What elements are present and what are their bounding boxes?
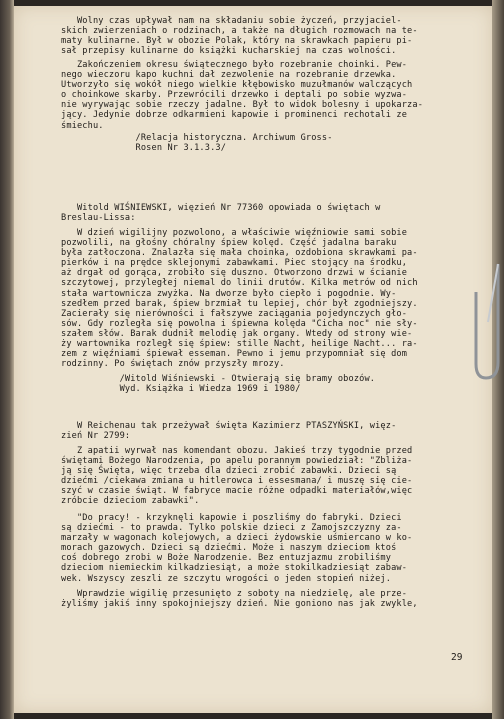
citation-1: /Relacja historyczna. Archiwum Gross- Rosen Nr 3.1.3.3/ bbox=[135, 133, 333, 154]
page-left-edge bbox=[0, 0, 14, 719]
paragraph-5: W Reichenau tak przeżywał święta Kazimierz PTASZYŃSKI, więz- zień Nr 2799: bbox=[61, 421, 397, 442]
paragraph-1: Wolny czas upływał nam na składaniu sobie życzeń, przyjaciel- skich zwierzeniach o rodzinach, a także na długich rozmowach na te- maty kulinarne. Był w obozie Polak, który na skrawkach papieru pi- sał przepisy kulinarne do książki kucharskiej na czas wolności. bbox=[61, 16, 418, 57]
paragraph-7: "Do pracy! - krzyknęli kapowie i poszliśmy do fabryki. Dzieci są dziećmi - to prawda. Tylko polskie dzieci z Zamojszczyzny za- marzały w wagonach kolejowych, a dzieci żydowskie uśmiercano w ko- morach gazowych. Dzieci są dziećmi. Może i naszym dzieciom ktoś coś dobrego zrobi w Boże Narodzenie. Bez entuzjazmu zrobiliśmy dzieciom niemieckim kilkadziesiąt, a może stokilkadziesiąt zabaw- wek. Wszyscy zeszli ze szczytu wrogości o jeden stopień niżej. bbox=[61, 513, 413, 584]
paragraph-8: Wprawdzie wigilię przesunięto z soboty na niedzielę, ale prze- żyliśmy jakiś inny spokojniejszy dzień. Nie goniono nas jak zwykle, bbox=[61, 589, 418, 610]
paragraph-3: Witold WIŚNIEWSKI, więzień Nr 77360 opowiada o świętach w Breslau-Lissa: bbox=[61, 203, 381, 224]
paragraph-6: Z apatii wyrwał nas komendant obozu. Jakieś trzy tygodnie przed świętami Bożego Narodzenia, po apelu porannym powiedział: "Zbliża- ją się Święta, więc trzeba dla dzieci zrobić zabawki. Dzieci są dziećmi /ciekawa zmiana u hitlerowca i essesmana/ i muszę się cie- szyć w czasie świąt. W fabryce macie różne odpadki materiałów,więc zróbcie dzieciom zabawki". bbox=[61, 446, 413, 507]
citation-2: /Witold Wiśniewski - Otwierają się bramy obozów. Wyd. Książka i Wiedza 1969 i 1980/ bbox=[119, 374, 376, 395]
paper-clip-icon bbox=[468, 262, 504, 382]
paragraph-4: W dzień wigilijny pozwolono, a właściwie więźniowie sami sobie pozwolili, na głośny chóralny śpiew kolęd. Część jadalna baraku była zatłoczona. Znalazła się mała choinka, ozdobiona skrawkami pa- pierków i na prędce sklejonymi zabawkami. Piec stojący na środku, aż drgał od gorąca, zrobiło się duszno. Otworzono drzwi w ścianie szczytowej, przyległej niemal do linii drutów. Kilka metrów od nich stała wartownicza zwyżka. Na dworze było ciepło i pogodnie. Wy- szedłem przed barak, śpiew brzmiał tu lepiej, chór był zgodniejszy. Zacierały się nierówności i fałszywe zaciągania pojedynczych gło- sów. Gdy rozległa się powolna i śpiewna kolęda "Cicha noc" nie sły- szałem słów. Barak dudnił melodię jak organy. Wtedy od strony wie- ży wartownika rozległ się śpiew: stille Nacht, heilige Nacht... ra- zem z więźniami śpiewał esseman. Pewno i jemu przypomniał się dom rodzinny. Po świętach znów przyszły mrozy. bbox=[61, 228, 418, 370]
paragraph-2: Zakończeniem okresu świątecznego było rozebranie choinki. Pew- nego wieczoru kapo kuchni dał zezwolenie na rozebranie drzewka. Utworzyło się wokół niego wielkie kłębowisko muzułmanów walczących o choinkowe skarby. Przewrócili drzewko i deptali po sobie wyzwa- nie wyrywając sobie rzeczy jadalne. Był to widok bolesny i upokarza- jący. Jedynie dobrze odkarmieni kapowie i prominenci rechotali ze śmiechu. bbox=[61, 60, 424, 131]
page-number: 29 bbox=[451, 652, 463, 663]
document-page bbox=[14, 6, 492, 713]
